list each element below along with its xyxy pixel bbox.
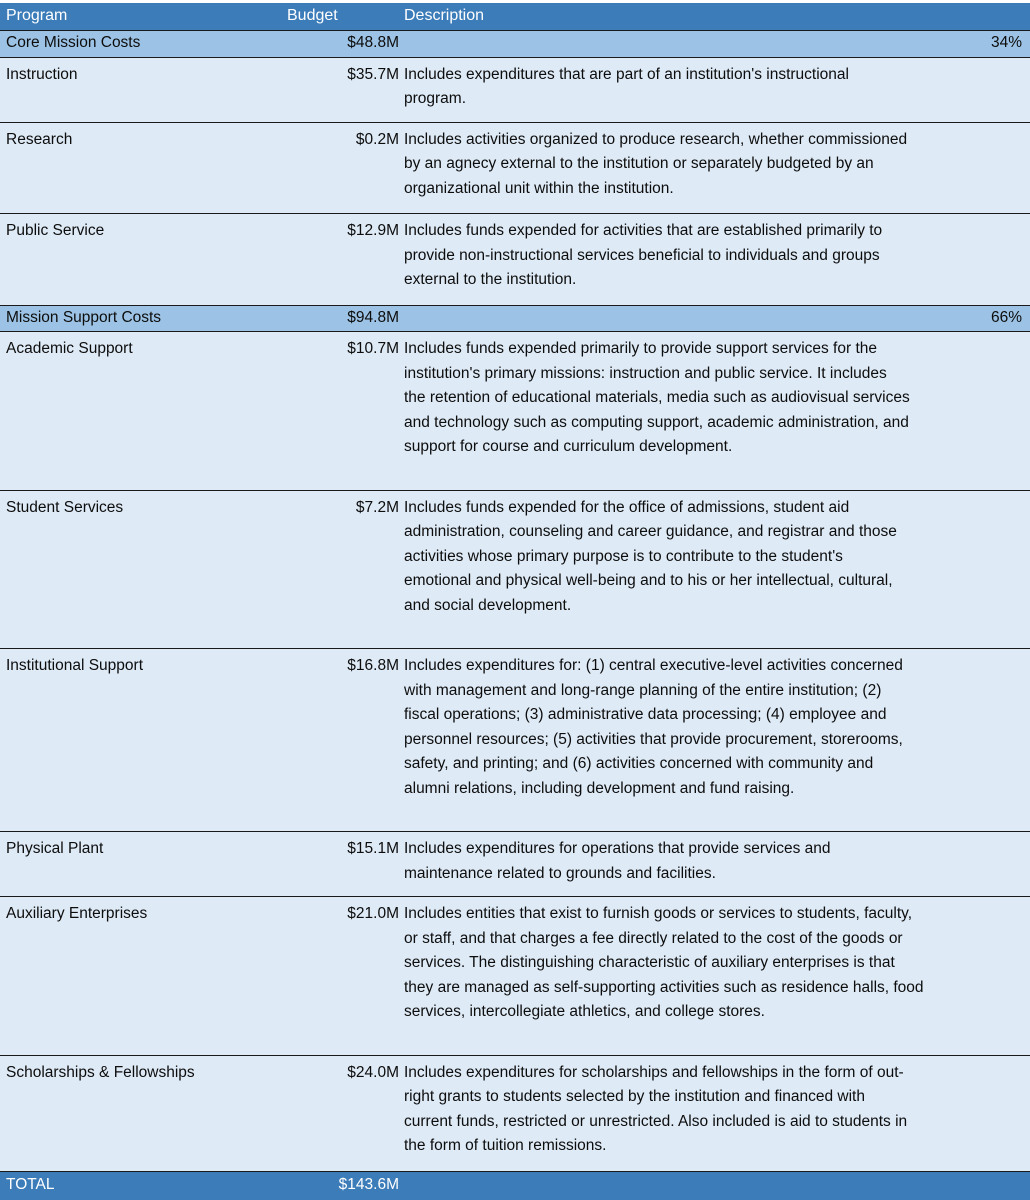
description-line: by an agnecy external to the institution or separately budgeted by an (404, 155, 874, 173)
cell-budget: $12.9M (287, 214, 399, 305)
cell-program: Scholarships & Fellowships (0, 1055, 287, 1171)
description-line: current funds, restricted or unrestricted. Also included is aid to students in (404, 1112, 908, 1130)
cell-budget: $10.7M (287, 332, 399, 490)
description-line: emotional and physical well-being and to his or her intellectual, cultural, (404, 572, 893, 590)
cell-program: Research (0, 122, 287, 213)
description-line: Includes funds expended for activities that are established primarily to (404, 222, 883, 240)
cell-program: Institutional Support (0, 649, 287, 832)
description-line: and technology such as computing support, academic administration, and (404, 413, 909, 431)
section-band-label: Mission Support Costs (0, 305, 287, 332)
description-line: Includes activities organized to produce research, whether commissioned (404, 130, 908, 148)
table-row (0, 122, 1030, 213)
cell-program: Instruction (0, 57, 287, 122)
cell-budget: $21.0M (287, 897, 399, 1055)
description-line: organizational unit within the institution. (404, 179, 674, 197)
section-band-row (0, 305, 1030, 332)
description-line: services. The distinguishing characteristic of auxiliary enterprises is that (404, 954, 895, 972)
table-row (0, 832, 1030, 897)
cell-budget: $15.1M (287, 832, 399, 897)
section-band-budget: $48.8M (287, 31, 399, 58)
section-band-label: Core Mission Costs (0, 31, 287, 58)
cell-description (399, 649, 1030, 832)
table-row (0, 1055, 1030, 1171)
description-line: alumni relations, including development and fund raising. (404, 779, 795, 797)
section-band-row (0, 31, 1030, 58)
description-line: Includes funds expended primarily to provide support services for the (404, 340, 877, 358)
cell-program: Physical Plant (0, 832, 287, 897)
cell-description (399, 897, 1030, 1055)
section-band-percent: 66% (399, 305, 1030, 332)
table-row (0, 649, 1030, 832)
cell-description (399, 832, 1030, 897)
description-line: and social development. (404, 596, 572, 614)
description-line: right grants to students selected by the institution and financed with (404, 1088, 865, 1106)
cell-description (399, 214, 1030, 305)
cell-budget: $0.2M (287, 122, 399, 213)
column-header-description: Description (399, 2, 1030, 31)
cell-program: Student Services (0, 490, 287, 648)
cell-description (399, 122, 1030, 213)
description-line: with management and long-range planning of the entire institution; (2) (404, 681, 882, 699)
total-description (399, 1171, 1030, 1200)
description-line: they are managed as self-supporting activities such as residence halls, food (404, 978, 924, 996)
description-line: Includes expenditures for: (1) central executive-level activities concerned (404, 657, 903, 675)
description-line: Includes expenditures for operations that provide services and (404, 840, 831, 858)
description-line: Includes expenditures that are part of an institution's instructional (404, 65, 849, 83)
cell-budget: $24.0M (287, 1055, 399, 1171)
description-line: or staff, and that charges a fee directly related to the cost of the goods or (404, 929, 903, 947)
cell-description (399, 490, 1030, 648)
column-header-program: Program (0, 2, 287, 31)
table-row (0, 332, 1030, 490)
cell-budget: $35.7M (287, 57, 399, 122)
table-body (0, 31, 1030, 1171)
table-row (0, 214, 1030, 305)
table-row (0, 897, 1030, 1055)
description-line: maintenance related to grounds and facilities. (404, 864, 716, 882)
cell-budget: $7.2M (287, 490, 399, 648)
description-line: administration, counseling and career guidance, and registrar and those (404, 523, 897, 541)
cell-program: Public Service (0, 214, 287, 305)
description-line: the form of tuition remissions. (404, 1137, 607, 1155)
description-line: external to the institution. (404, 271, 577, 289)
table-row (0, 57, 1030, 122)
header-row (0, 2, 1030, 31)
description-line: Includes entities that exist to furnish goods or services to students, faculty, (404, 905, 913, 923)
description-line: Includes expenditures for scholarships and fellowships in the form of out- (404, 1063, 904, 1081)
description-line: fiscal operations; (3) administrative data processing; (4) employee and (404, 706, 887, 724)
total-label: TOTAL (0, 1171, 287, 1200)
description-line: program. (404, 90, 467, 108)
cell-description (399, 57, 1030, 122)
description-line: Includes funds expended for the office of admissions, student aid (404, 498, 850, 516)
table-footer (0, 1171, 1030, 1200)
section-band-budget: $94.8M (287, 305, 399, 332)
table-header (0, 2, 1030, 31)
section-band-percent: 34% (399, 31, 1030, 58)
cell-program: Auxiliary Enterprises (0, 897, 287, 1055)
table-row (0, 490, 1030, 648)
column-header-budget: Budget (287, 2, 399, 31)
description-line: safety, and printing; and (6) activities concerned with community and (404, 755, 874, 773)
total-budget: $143.6M (287, 1171, 399, 1200)
description-line: personnel resources; (5) activities that provide procurement, storerooms, (404, 730, 903, 748)
description-line: activities whose primary purpose is to contribute to the student's (404, 547, 843, 565)
cell-program: Academic Support (0, 332, 287, 490)
cell-description (399, 332, 1030, 490)
cell-budget: $16.8M (287, 649, 399, 832)
total-row (0, 1171, 1030, 1200)
description-line: services, intercollegiate athletics, and college stores. (404, 1003, 765, 1021)
cell-description (399, 1055, 1030, 1171)
description-line: institution's primary missions: instruction and public service. It includes (404, 364, 887, 382)
description-line: the retention of educational materials, media such as audiovisual services (404, 389, 910, 407)
description-line: support for course and curriculum development. (404, 438, 733, 456)
description-line: provide non-instructional services beneficial to individuals and groups (404, 246, 880, 264)
